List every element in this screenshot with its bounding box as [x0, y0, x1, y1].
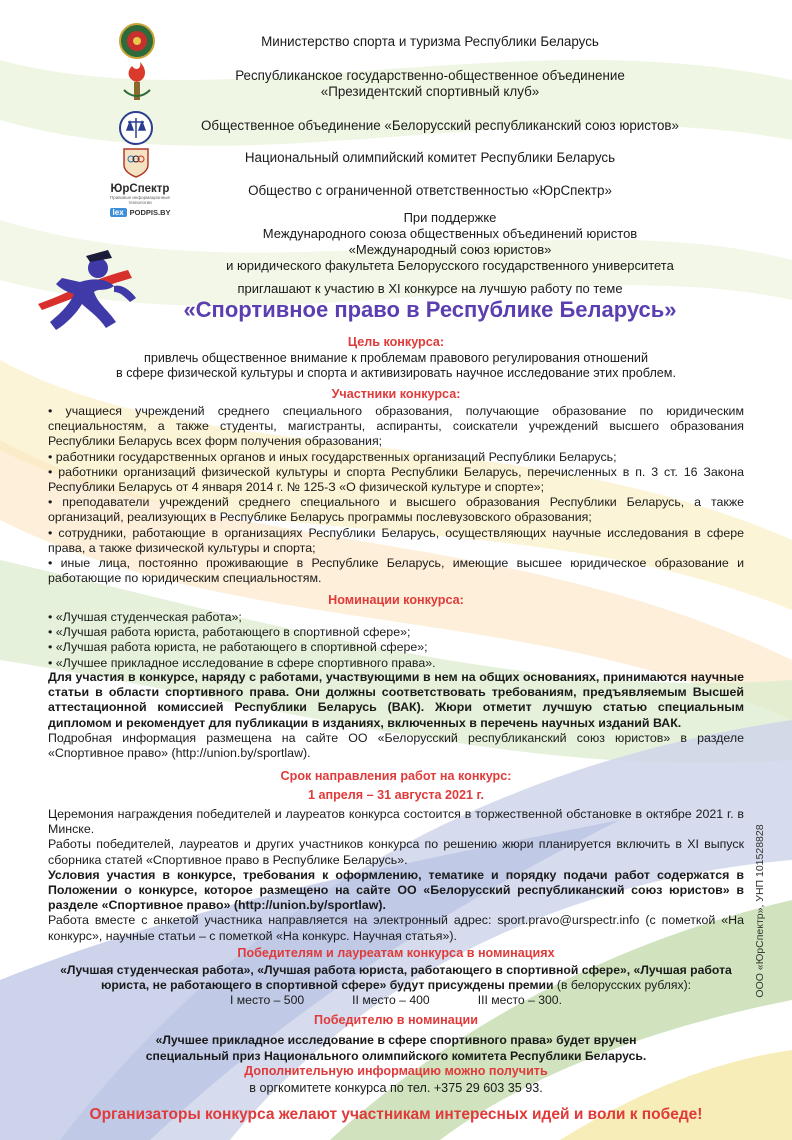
lex-badge: lex: [110, 208, 127, 217]
nomination-item: • «Лучшая работа юриста, работающего в спортивной сфере»;: [48, 625, 411, 640]
prize-places: [40, 993, 752, 1008]
prizes-text: [40, 963, 752, 1008]
extra-line: в оргкомитете конкурса по тел. +375 29 603 35 93.: [249, 1081, 543, 1095]
support-block: [120, 210, 780, 274]
olympic-committee-emblem-icon: [120, 145, 152, 179]
nominations-list: [48, 610, 744, 671]
lawyers-union-emblem-icon: [118, 110, 154, 146]
prizes-heading: Победителям и лауреатам конкурса в номинациях: [237, 946, 555, 960]
nomination-item: • «Лучшее прикладное исследование в сфере спортивного права».: [48, 655, 436, 670]
torch-icon: [120, 62, 154, 104]
closing-text: Организаторы конкурса желают участникам интересных идей и воли к победе!: [89, 1106, 703, 1123]
podpis-text: PODPIS.BY: [129, 208, 171, 217]
participant-item: • учащиеся учреждений среднего специального образования, получающие образование по юридическим специальностям, а также студенты, магистранты, аспиранты, соискатели учреждений высшего образования Республики Беларусь всех форм получения образования;: [48, 404, 744, 449]
nomination-item: • «Лучшая работа юриста, не работающего в спортивной сфере»;: [48, 640, 428, 655]
deadline-heading: Срок направления работ на конкурс:: [280, 769, 512, 783]
yurspektr-logo-text: ЮрСпектр: [110, 183, 170, 195]
org-club-line2: «Президентский спортивный клуб»: [320, 84, 540, 99]
conditions-text: Условия участия в конкурсе, требования к оформлению, тематике и порядку подачи работ содержатся в Положении о конкурсе, которое размещено на сайте ОО «Белорусский республиканский союз юристов» в разделе «Спортивное право» (http://union.by/sportlaw).: [48, 867, 744, 913]
org-yurspektr: Общество с ограниченной ответственностью «ЮрСпектр»: [248, 183, 612, 198]
ceremony-block: [48, 807, 744, 944]
invite-text: приглашают к участию в XI конкурсе на лучшую работу по теме: [237, 281, 623, 296]
extra-heading: Дополнительную информацию можно получить: [244, 1064, 548, 1078]
deadline-dates: 1 апреля – 31 августа 2021 г.: [307, 788, 485, 802]
participant-item: • иные лица, постоянно проживающие в Республике Беларусь, имеющие высшее юридическое образование и работающие по юридическим специальностям.: [48, 556, 744, 586]
winner-line-2: специальный приз Национального олимпийского комитета Республики Беларусь.: [145, 1049, 647, 1063]
participant-item: • работники государственных органов и иных государственных организаций Республики Беларусь;: [48, 449, 617, 464]
yurspektr-logo-subtext: Правовые информационные технологии: [109, 195, 171, 205]
prize-place-2: II место – 400: [352, 993, 430, 1007]
participant-item: • преподаватели учреждений среднего специального и высшего образования Республики Беларусь, а также организаций, реализующих в Республике Беларусь программы послевузовского образования;: [48, 495, 744, 525]
support-line-3: «Международный союз юристов»: [348, 242, 552, 257]
side-company-text: ООО «ЮрСпектр», УНП 101528828: [754, 824, 766, 998]
participants-heading: Участники конкурса:: [331, 387, 461, 401]
prizes-line-2: юриста, не работающего в спортивной сфере» будут присуждены премии: [100, 978, 554, 992]
goal-text: [46, 351, 746, 381]
goal-line-2: в сфере физической культуры и спорта и активизировать научное исследование этих проблем.: [116, 366, 676, 380]
prizes-currency-note: (в белорусских рублях):: [553, 978, 692, 992]
main-title: «Спортивное право в Республике Беларусь»: [183, 297, 677, 322]
participant-item: • работники организаций физической культуры и спорта Республики Беларусь, перечисленных в п. 3 ст. 16 Закона Республики Беларусь от 4 января 2014 г. № 125-З «О физической культуре и спорте»;: [48, 464, 744, 495]
support-line-1: При поддержке: [403, 210, 497, 225]
support-line-4: и юридического факультета Белорусского государственного университета: [226, 258, 674, 273]
org-olympic-committee: Национальный олимпийский комитет Республики Беларусь: [244, 150, 616, 165]
support-line-2: Международного союза общественных объединений юристов: [262, 226, 638, 241]
goal-heading: Цель конкурса:: [347, 335, 445, 349]
ceremony-text: Церемония награждения победителей и лауреатов конкурса состоится в торжественной обстановке в октябре 2021 г. в Минске.: [48, 807, 744, 837]
prizes-line-1: «Лучшая студенческая работа», «Лучшая работа юриста, работающего в спортивной сфере», «Лучшая работа: [60, 963, 732, 977]
goal-line-1: привлечь общественное внимание к проблемам правового регулирования отношений: [144, 351, 648, 365]
articles-block: [48, 670, 744, 761]
prize-place-1: I место – 500: [230, 993, 305, 1007]
more-info-text: Подробная информация размещена на сайте ОО «Белорусский республиканский союз юристов» в разделе «Спортивное право» (http://union.by/sportlaw).: [48, 730, 744, 761]
nominations-heading: Номинации конкурса:: [328, 593, 464, 607]
winner-heading: Победителю в номинации: [314, 1013, 478, 1027]
participants-list: [48, 404, 744, 586]
winner-line-1: «Лучшее прикладное исследование в сфере спортивного права» будет вручен: [155, 1033, 637, 1047]
winner-text: [46, 1032, 746, 1064]
publication-text: Работы победителей, лауреатов и других участников конкурса по решению жюри планируется включить в XI выпуск сборника статей «Спортивное право в Республике Беларусь».: [48, 837, 744, 867]
org-ministry: Министерство спорта и туризма Республики Беларусь: [261, 34, 599, 49]
org-club-line1: Республиканское государственно-общественное объединение: [235, 68, 625, 83]
participant-item: • сотрудники, работающие в организациях Республики Беларусь, осуществляющих научные исследования в сфере права, а также физической культуры и спорта;: [48, 525, 744, 555]
prize-place-3: III место – 300.: [477, 993, 562, 1007]
submission-text: Работа вместе с анкетой участника направляется на электронный адрес: sport.pravo@urspectr.info (с пометкой «На конкурс», научные статьи – с пометкой «На конкурс. Научная статья»).: [48, 913, 744, 943]
org-lawyers-union: Общественное объединение «Белорусский республиканский союз юристов»: [201, 118, 679, 133]
articles-text: Для участия в конкурсе, наряду с работами, участвующими в нем на общих основаниях, принимаются научные статьи в области спортивного права. Они должны соответствовать требованиям, предъявляемым Высшей аттестационной комиссией Республики Беларусь (ВАК). Жюри отметит лучшую статью специальным дипломом и рекомендует для публикации в изданиях, включенных в перечень научных изданий ВАК.: [48, 670, 744, 730]
nomination-item: • «Лучшая студенческая работа»;: [48, 610, 242, 624]
